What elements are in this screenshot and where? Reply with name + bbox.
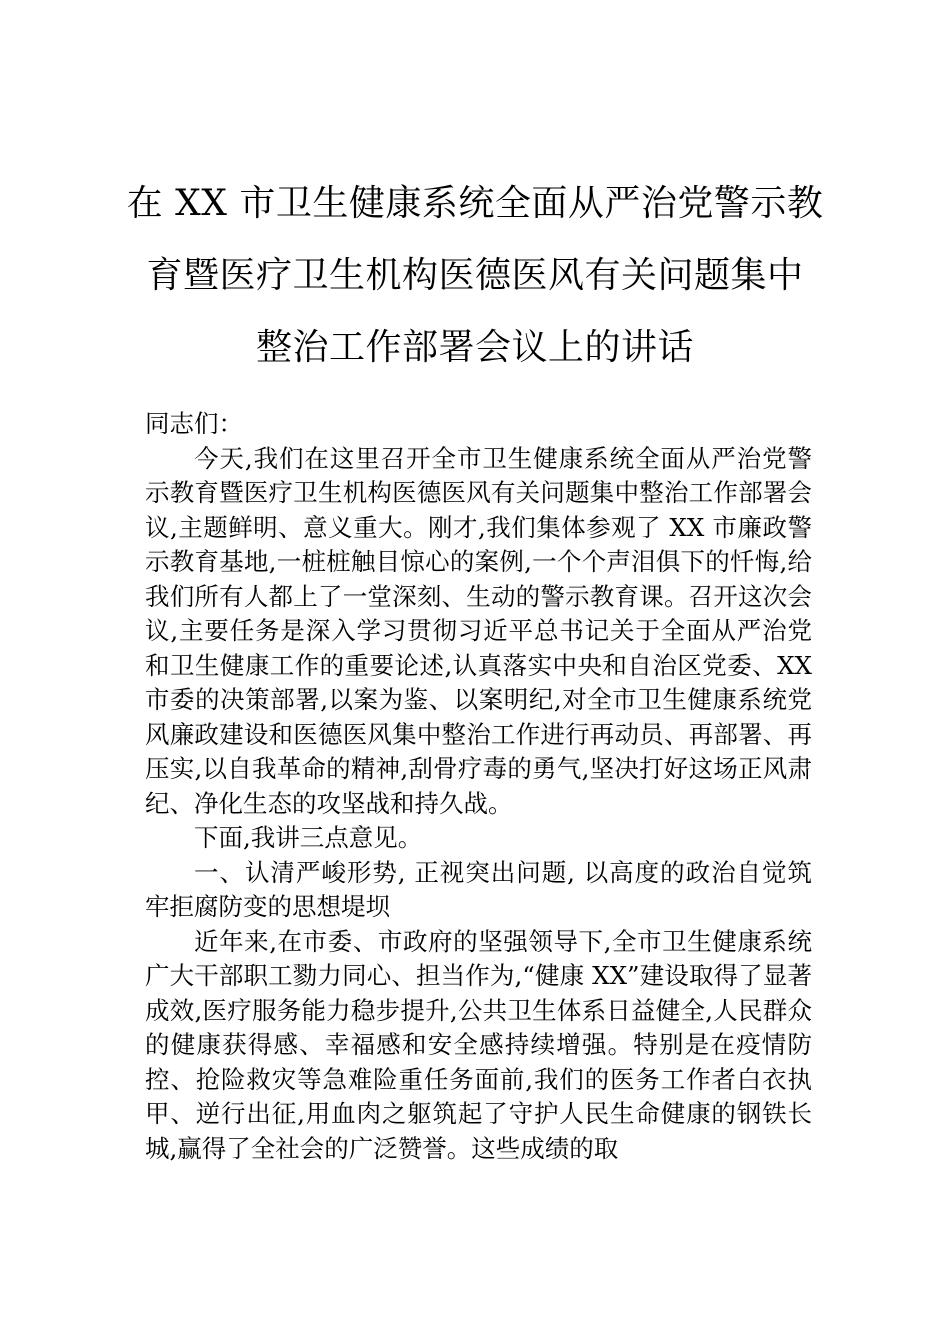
section-heading-1: 一、认清严峻形势, 正视突出问题, 以高度的政治自觉筑牢拒腐防变的思想堤坝 <box>145 857 812 921</box>
paragraph-section-1: 近年来,在市委、市政府的坚强领导下,全市卫生健康系统广大干部职工勠力同心、担当作为,“健康 XX”建设取得了显著成效,医疗服务能力稳步提升,公共卫生体系日益健全,人民群众的健康获得感、幸福感和安全感持续增强。特别是在疫情防控、抢险救灾等急难险重任务面前,我们的医务工作者白衣执甲、逆行出征,用血肉之躯筑起了守护人民生命健康的钢铁长城,赢得了全社会的广泛赞誉。这些成绩的取 <box>145 926 812 1163</box>
paragraph-opening: 今天,我们在这里召开全市卫生健康系统全面从严治党警示教育暨医疗卫生机构医德医风有关问题集中整治工作部署会议,主题鲜明、意义重大。刚才,我们集体参观了 XX 市廉政警示教育基地,一桩桩触目惊心的案例,一个个声泪俱下的忏悔,给我们所有人都上了一堂深刻、生动的警示教育课。召开这次会议,主要任务是深入学习贯彻习近平总书记关于全面从严治党和卫生健康工作的重要论述,认真落实中央和自治区党委、XX 市委的决策部署,以案为鉴、以案明纪,对全市卫生健康系统党风廉政建设和医德医风集中整治工作进行再动员、再部署、再压实,以自我革命的精神,刮骨疗毒的勇气,坚决打好这场正风肃纪、净化生态的攻坚战和持久战。 <box>145 443 812 818</box>
title-line-1: 在 XX 市卫生健康系统全面从严治党警示教 <box>126 183 824 224</box>
document-title <box>120 168 830 384</box>
paragraph-transition: 下面,我讲三点意见。 <box>194 823 423 852</box>
document-body <box>145 407 812 1166</box>
salutation: 同志们： <box>145 409 243 438</box>
title-line-3: 整治工作部署会议上的讲话 <box>255 327 694 368</box>
title-line-2: 育暨医疗卫生机构医德医风有关问题集中 <box>146 255 804 296</box>
